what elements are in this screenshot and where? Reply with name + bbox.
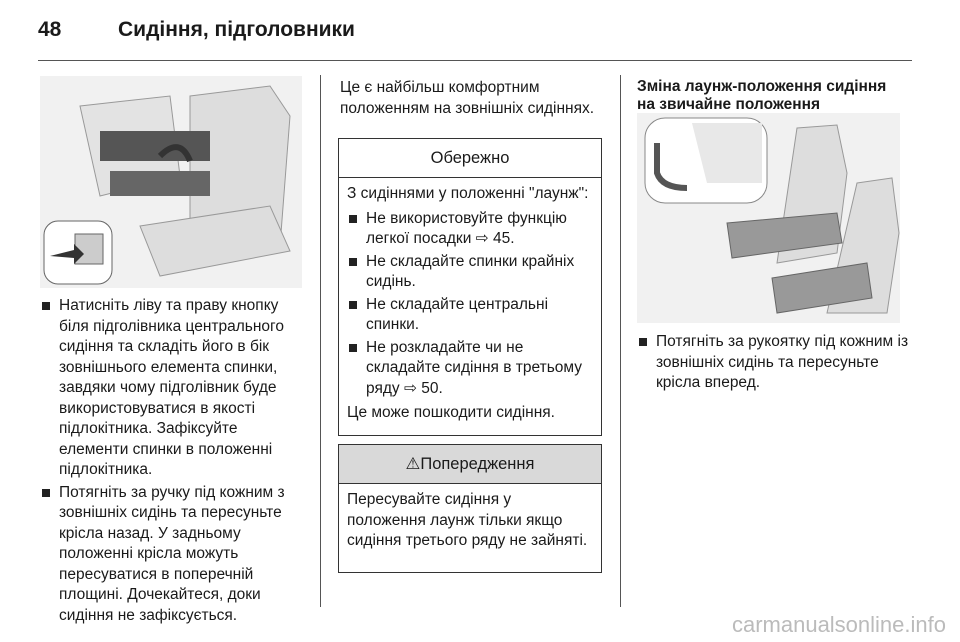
instruction-bullet: Потягніть за рукоятку під кожним із зовнішніх сидінь та пересуньте крісла вперед. xyxy=(637,332,917,394)
warning-title: Попередження xyxy=(420,455,535,473)
section-heading: Зміна лаунж-положення сидіння на звичайне положення xyxy=(637,78,887,113)
seat-forward-illustration xyxy=(637,113,900,323)
column-divider xyxy=(620,75,621,607)
caution-title: Обережно xyxy=(339,139,601,178)
caution-bullet: Не розкладайте чи не складайте сидіння в третьому ряду ⇨ 50. xyxy=(347,338,593,400)
page-number: 48 xyxy=(38,18,62,41)
caution-bullet: Не складайте спинки крайніх сидінь. xyxy=(347,252,593,293)
instruction-bullet: Натисніть ліву та праву кнопку біля підголівника центрального сидіння та складіть його в бік зовнішнього елемента спинки, завдяки чому підголівник буде використовуватися в якості підлокітника. Зафіксуйте елементи спинки в положенні підлокітника. xyxy=(40,296,310,481)
warning-icon: ⚠ xyxy=(405,455,421,473)
instruction-bullet: Потягніть за ручку під кожним з зовнішніх сидінь та пересуньте крісла назад. У задньому положенні крісла можуть пересуватися в поперечній площині. Дочекайтеся, доки сидіння не зафіксується. xyxy=(40,483,310,627)
intro-text: Це є найбільш комфортним положенням на зовнішніх сидіннях. xyxy=(340,79,595,117)
left-instructions xyxy=(40,296,310,628)
caution-box xyxy=(338,138,602,436)
caution-bullet: Не складайте центральні спинки. xyxy=(347,295,593,336)
warning-box xyxy=(338,444,602,573)
seat-armrest-illustration xyxy=(40,76,302,288)
column-divider xyxy=(320,75,321,607)
caution-footer: Це може пошкодити сидіння. xyxy=(347,404,555,421)
caution-lead: З сидіннями у положенні "лаунж": xyxy=(347,185,589,202)
header-rule xyxy=(38,60,912,61)
warning-text: Пересувайте сидіння у положення лаунж тільки якщо сидіння третього ряду не зайняті. xyxy=(347,491,588,549)
caution-bullet: Не використовуйте функцію легкої посадки ⇨ 45. xyxy=(347,209,593,250)
watermark: carmanualsonline.info xyxy=(731,612,946,637)
page-title: Сидіння, підголовники xyxy=(118,18,355,41)
right-instructions xyxy=(637,332,917,396)
